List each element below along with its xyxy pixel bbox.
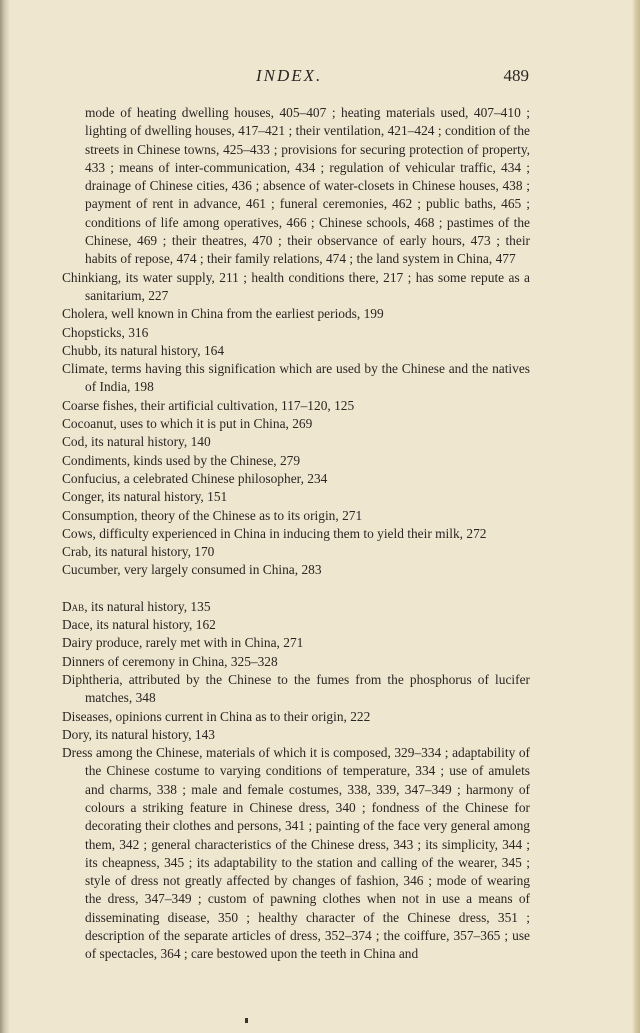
index-entry: Dress among the Chinese, materials of which it is composed, 329–334 ; adaptability of the Chinese costume to varying conditions of temperature, 334 ; use of amulets and charms, 338 ; male and female costumes, 338, 339, 347–349 ; harmony of colours a striking feature in Chinese dress, 340 ; fondness of the Chinese for decorating their clothes and persons, 341 ; painting of the face very general among them, 342 ; general characteristics of the Chinese dress, 343 ; its simplicity, 344 ; its cheapness, 345 ; its adaptability to the station and calling of the wearer, 345 ; style of dress not greatly affected by changes of fashion, 346 ; mode of wearing the dress, 347–349 ; custom of pawning clothes when not in use a means of disseminating disease, 350 ; healthy character of the Chinese dress, 351 ; description of the separate articles of dress, 352–374 ; the coiffure, 357–365 ; use of spectacles, 364 ; care bestowed upon the teeth in China and	[62, 745, 530, 962]
index-entry: Dinners of ceremony in China, 325–328	[62, 653, 278, 669]
index-entry: Dairy produce, rarely met with in China, 271	[62, 635, 304, 651]
index-entry: Diseases, opinions current in China as to their origin, 222	[62, 708, 371, 724]
page-gutter-shadow	[0, 0, 10, 1033]
index-body	[62, 104, 530, 964]
index-entry-key: Dab	[62, 598, 85, 614]
index-entry: Dory, its natural history, 143	[62, 726, 215, 742]
index-entry: Chubb, its natural history, 164	[62, 342, 225, 358]
index-entry: Coarse fishes, their artificial cultivation, 117–120, 125	[62, 397, 355, 413]
index-entry: Cucumber, very largely consumed in China, 283	[62, 562, 322, 578]
index-entry: Cows, difficulty experienced in China in inducing them to yield their milk, 272	[62, 525, 487, 541]
page-edge	[632, 0, 640, 1033]
index-entry: Climate, terms having this signification which are used by the Chinese and the natives of India, 198	[62, 361, 530, 395]
index-entry: Cholera, well known in China from the earliest periods, 199	[62, 306, 384, 322]
section-divider	[62, 580, 530, 598]
page-number: 489	[503, 66, 529, 85]
index-entry: Conger, its natural history, 151	[62, 489, 228, 505]
index-entry: Crab, its natural history, 170	[62, 544, 215, 560]
index-entry-text: , its natural history, 135	[84, 598, 211, 614]
index-entry: Dace, its natural history, 162	[62, 617, 216, 633]
index-entry: Chinkiang, its water supply, 211 ; health conditions there, 217 ; has some repute as a sanitarium, 227	[62, 269, 530, 303]
index-entry: Diphtheria, attributed by the Chinese to the fumes from the phosphorus of lucifer matches, 348	[62, 671, 530, 706]
index-entry: Condiments, kinds used by the Chinese, 279	[62, 452, 301, 468]
running-head	[0, 66, 640, 90]
index-entry: Consumption, theory of the Chinese as to its origin, 271	[62, 507, 363, 523]
index-entry	[62, 598, 530, 616]
page-title: INDEX.	[256, 66, 323, 85]
index-entry: mode of heating dwelling houses, 405–407 ; heating materials used, 407–410 ; lighting of dwelling houses, 417–421 ; their ventilation, 421–424 ; condition of the streets in Chinese towns, 425–433 ; provisions for securing protection of property, 433 ; means of inter-communication, 434 ; regulation of vehicular traffic, 434 ; drainage of Chinese cities, 436 ; absence of water-closets in Chinese houses, 438 ; payment of rent in advance, 461 ; funeral ceremonies, 462 ; public baths, 465 ; conditions of life among operatives, 466 ; Chinese schools, 468 ; pastimes of the Chinese, 469 ; their theatres, 470 ; their observance of early hours, 473 ; their habits of repose, 474 ; their family relations, 474 ; the land system in China, 477	[85, 105, 530, 267]
printer-mark	[245, 1018, 248, 1023]
index-entry: Cod, its natural history, 140	[62, 434, 211, 450]
index-entry: Confucius, a celebrated Chinese philosopher, 234	[62, 470, 328, 486]
index-entry: Cocoanut, uses to which it is put in China, 269	[62, 416, 313, 432]
index-entry: Chopsticks, 316	[62, 324, 149, 340]
